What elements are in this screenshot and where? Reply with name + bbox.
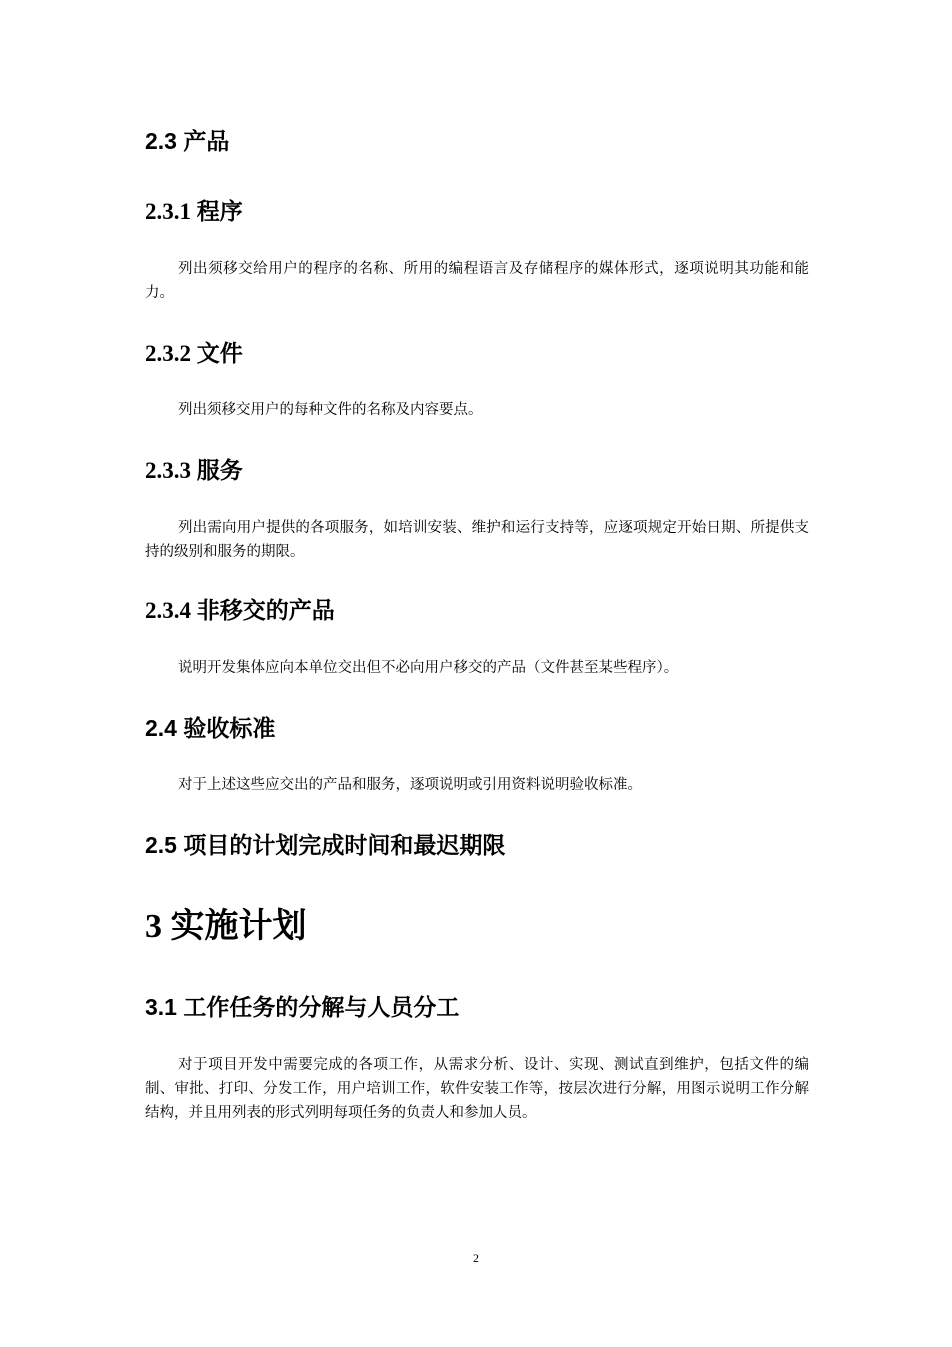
heading-2-3-2: 2.3.2 文件 — [145, 341, 243, 366]
heading-2-3-3: 2.3.3 服务 — [145, 458, 243, 483]
paragraph-2-3-1: 列出须移交给用户的程序的名称、所用的编程语言及存储程序的媒体形式，逐项说明其功能和能力。 — [145, 261, 809, 301]
paragraph-2-4: 对于上述这些应交出的产品和服务，逐项说明或引用资料说明验收标准。 — [178, 777, 642, 793]
heading-2-4: 2.4 验收标准 — [145, 715, 276, 741]
heading-2-3: 2.3 产品 — [145, 128, 230, 154]
page-number: 2 — [473, 1251, 479, 1265]
heading-2-5: 2.5 项目的计划完成时间和最迟期限 — [145, 832, 506, 858]
paragraph-3-1: 对于项目开发中需要完成的各项工作，从需求分析、设计、实现、测试直到维护，包括文件的编制、审批、打印、分发工作，用户培训工作，软件安装工作等，按层次进行分解，用图示说明工作分解结构，并且用列表的形式列明每项任务的负责人和参加人员。 — [145, 1057, 809, 1121]
heading-2-3-1: 2.3.1 程序 — [145, 199, 243, 224]
heading-3: 3 实施计划 — [145, 908, 307, 945]
paragraph-2-3-2: 列出须移交用户的每种文件的名称及内容要点。 — [178, 402, 483, 418]
heading-3-1: 3.1 工作任务的分解与人员分工 — [145, 994, 460, 1020]
heading-2-3-4: 2.3.4 非移交的产品 — [145, 598, 335, 623]
paragraph-2-3-4: 说明开发集体应向本单位交出但不必向用户移交的产品（文件甚至某些程序）。 — [178, 660, 679, 676]
paragraph-2-3-3: 列出需向用户提供的各项服务，如培训安装、维护和运行支持等，应逐项规定开始日期、所提供支持的级别和服务的期限。 — [145, 520, 809, 560]
